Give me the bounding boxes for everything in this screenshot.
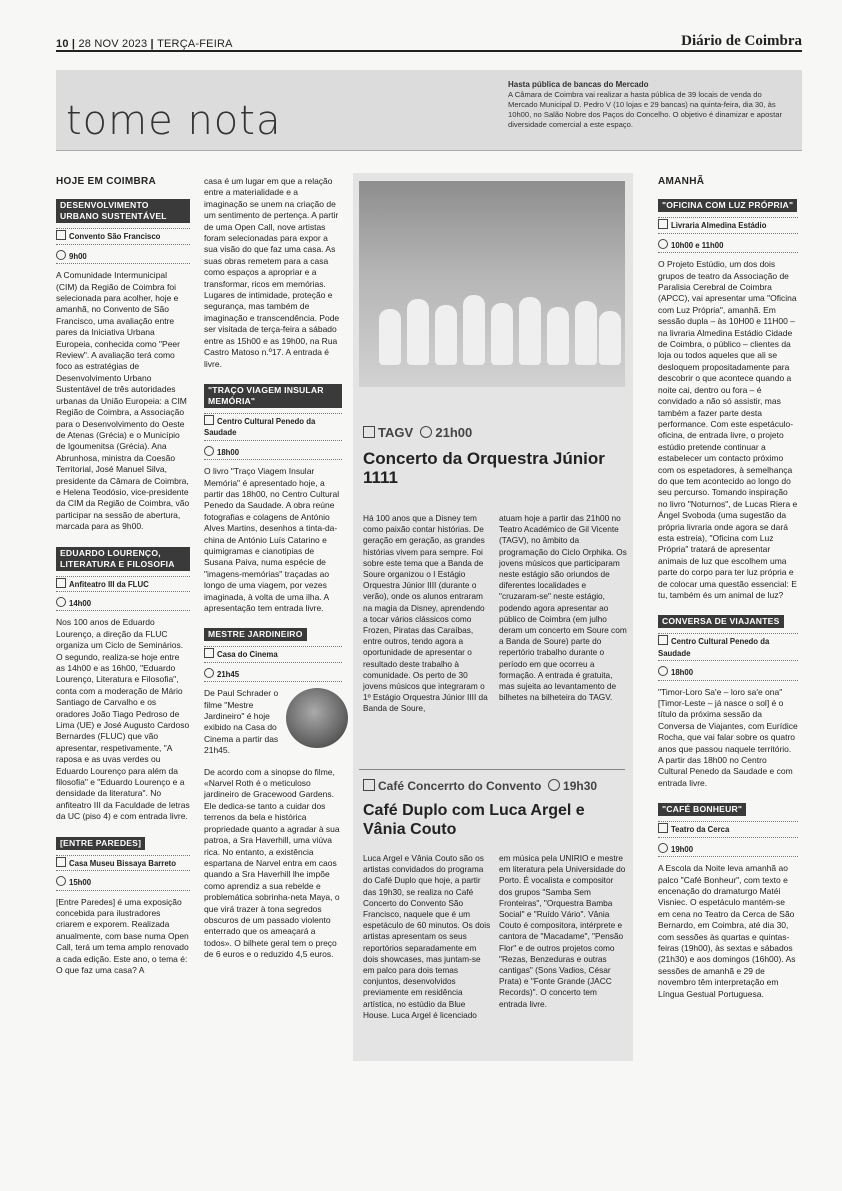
time-label: 18h00 bbox=[671, 668, 694, 678]
time-15h bbox=[56, 875, 190, 890]
tag-conversa: CONVERSA DE VIAJANTES bbox=[658, 615, 784, 628]
article-mestre-intro: De Paul Schrader o filme "Mestre Jardineiro" é hoje exibido na Casa do Cinema a partir das 21h45. bbox=[204, 688, 279, 756]
place-penedo bbox=[204, 413, 342, 441]
time-10h bbox=[658, 238, 798, 253]
article-mestre: De acordo com a sinopse do filme, «Narvel Roth é o meticuloso jardineiro de Gracewood Gardens. Ele dedica-se tanto a cuidar dos terrenos da bela e histórica propriedade quanto a agradar à sua patroa, a Sra Haverhill, uma viúva rica. No entanto, a existência espartana de Narvel entra em caos quando a Sra Haverhill lhe impõe como aprendiz a sua rebelde e problemática sobrinha-neta Maya, o que virá trazer à tona segredos obscuros de um passado violento enterrado que os ameaçará a todos». O bilhete geral tem o preço de 6 euros e o reduzido 4,5 euros. bbox=[204, 766, 340, 960]
cafe-text-b: em música pela UNIRIO e mestre em literatura pela Universidade do Porto. É vocalista e compositor dos grupos "Samba Sem Fronteiras", "Orquestra Bamba Social" e "Ruído Vário". Vânia Couto é compositora, intérprete e cantora de "Macadame", "Pensão Flor" e de outros projetos como "Rezas, Benzeduras e outras cantigas" (Sons Vadios, César Prata) e "Fonte Grande (JACC Records)". O concerto tem entrada livre. bbox=[499, 853, 626, 1009]
tag-entre-paredes: [ENTRE PAREDES] bbox=[56, 837, 145, 850]
hasta-title: Hasta pública de bancas do Mercado bbox=[508, 80, 649, 89]
location-icon bbox=[56, 230, 66, 240]
time-label: 15h00 bbox=[69, 878, 92, 888]
place-almedina bbox=[658, 217, 798, 233]
page-info: 10 | 28 NOV 2023 | TERÇA-FEIRA bbox=[56, 38, 233, 50]
article-eduardo: Nos 100 anos de Eduardo Lourenço, a direção da FLUC organiza um Ciclo de Seminários. O segundo, realiza-se hoje entre as 14h00 e as 16h00, "Eduardo Lourenço, Literatura e Filosofia", conta com a moderação de Mário Santiago de Carvalho e os oradores João Tiago Pedroso de Lima (UE) e José Augusto Cardoso Bernardes (FLUC) que vão apresentar, respetivamente, "A raposa e as uvas verdes ou Eduardo Lourenço para além da filosofia" e "Eduardo Lourenço e a densidade da literatura". No anfiteatro III da Faculdade de letras da UC (piso 4) e com entrada livre. bbox=[56, 617, 190, 822]
location-icon bbox=[204, 648, 214, 658]
left-column bbox=[56, 176, 190, 986]
tag-mestre: MESTRE JARDINEIRO bbox=[204, 628, 307, 641]
time-label: 18h00 bbox=[217, 447, 240, 457]
concert-venue: TAGV bbox=[378, 425, 414, 440]
location-icon bbox=[658, 823, 668, 833]
place-label: Centro Cultural Penedo da Saudade bbox=[658, 637, 770, 658]
concert-info bbox=[363, 425, 472, 440]
page-date: 28 NOV 2023 bbox=[78, 38, 148, 50]
concert-title: Concerto da Orquestra Júnior 1111 bbox=[363, 449, 605, 487]
clock-icon bbox=[420, 426, 432, 438]
feature-divider bbox=[359, 769, 625, 770]
time-label: 9h00 bbox=[69, 251, 87, 261]
article-cafe-bonheur: A Escola da Noite leva amanhã ao palco "Café Bonheur", com texto e encenação do dramaturgo Matéi Visniec. O espetáculo mantém-se em cena no Teatro da Cerca de São Bernardo, em Coimbra, até dia 30, com sessões às quartas e quintas-feiras (19h00), às sextas e sábados (21h30) e aos domingos (16h00). As sessões de amanhã e 29 de novembro têm interpretação em Língua Gestual Portuguesa. bbox=[658, 863, 796, 999]
time-21h45 bbox=[204, 667, 342, 682]
section-title: tome nota bbox=[66, 98, 282, 144]
clock-icon bbox=[658, 843, 668, 853]
tag-oficina: "OFICINA COM LUZ PRÓPRIA" bbox=[658, 199, 797, 212]
tag-desenvolvimento: DESENVOLVIMENTO URBANO SUSTENTÁVEL bbox=[56, 199, 190, 223]
middle-column bbox=[204, 176, 342, 971]
page-header bbox=[56, 28, 802, 52]
cafe-time: 19h30 bbox=[563, 779, 598, 793]
page-weekday: TERÇA-FEIRA bbox=[157, 38, 233, 50]
location-icon bbox=[363, 779, 375, 791]
time-label: 10h00 e 11h00 bbox=[671, 240, 724, 250]
article-desenvolvimento: A Comunidade Intermunicipal (CIM) da Região de Coimbra foi selecionada para acolher, hoje e amanhã, no Convento de São Francisco, uma avaliação entre pares da Iniciativa Urbana Europeia, conhecida como "Peer Review". A avaliação terá como foco as estratégias de Desenvolvimento Urbano Sustentável de três autoridades urbanas da União Europeia: a CIM Região de Coimbra, a Associação para o Desenvolvimento do Oeste de Atenas (Grécia) e o Município de Igoumenitsa (Grécia). Ana Abrunhosa, ministra da Coesão Territorial, José Manuel Silva, presidente da Câmara de Coimbra, e Helena Teodósio, vice-presidente da CIM da Região de Coimbra, vão participar na sessão de abertura, marcada para as 9h00. bbox=[56, 270, 190, 532]
location-icon bbox=[56, 857, 66, 867]
cafe-info bbox=[363, 779, 597, 793]
article-entre-paredes-cont: casa é um lugar em que a relação entre a materialidade e a imaginação se unem na criação de um sentimento de pertença. A partir de uma Open Call, nove artistas foram selecionadas para expor a sua visão do que faz uma casa. As suas obras remetem para a casa como espaços a apropriar e a transformar, ricos em memórias. Lugares de intimidade, proteção e segurança, mas também de imaginação e transcendência. Pode ser visitada de terça-feira a sábado entre as 15h00 e as 19h00, na Rua Castro Matoso n.º17. A entrada é livre. bbox=[204, 176, 340, 369]
right-column bbox=[658, 176, 798, 1010]
hasta-brief bbox=[508, 80, 792, 130]
time-18h-2 bbox=[658, 665, 798, 680]
clock-icon bbox=[548, 779, 560, 791]
clock-icon bbox=[56, 597, 66, 607]
place-label: Centro Cultural Penedo da Saudade bbox=[204, 416, 316, 438]
concert-time: 21h00 bbox=[435, 425, 473, 440]
tag-cafe-bonheur: "CAFÉ BONHEUR" bbox=[658, 803, 746, 816]
tag-traco: "TRAÇO VIAGEM INSULAR MEMÓRIA" bbox=[204, 384, 342, 408]
place-label: Casa do Cinema bbox=[217, 650, 278, 660]
feature-panel bbox=[353, 173, 633, 1061]
hasta-text: A Câmara de Coimbra vai realizar a hasta pública de 39 locais de venda do Mercado Municipal D. Pedro V (10 lojas e 29 bancas) na quinta-feira, dia 30, às 10h00, no Salão Nobre dos Paços do Concelho. O objetivo é dinamizar e apostar diversidade comercial a este espaço. bbox=[508, 90, 782, 129]
place-fluc bbox=[56, 576, 190, 592]
tag-eduardo: EDUARDO LOURENÇO, LITERATURA E FILOSOFIA bbox=[56, 547, 190, 571]
director-photo bbox=[286, 688, 348, 748]
time-14h bbox=[56, 596, 190, 611]
clock-icon bbox=[56, 876, 66, 886]
time-label: 21h45 bbox=[217, 669, 240, 679]
clock-icon bbox=[56, 250, 66, 260]
place-label: Livraria Almedina Estádio bbox=[671, 221, 767, 231]
place-label: Teatro da Cerca bbox=[671, 825, 730, 835]
place-penedo-2 bbox=[658, 633, 798, 661]
time-18h bbox=[204, 445, 342, 460]
clock-icon bbox=[658, 666, 668, 676]
location-icon bbox=[658, 219, 668, 229]
time-label: 19h00 bbox=[671, 844, 694, 854]
location-icon bbox=[204, 415, 214, 425]
article-conversa: "Timor-Loro Sa'e – loro sa'e ona" [Timor-Leste – já nasce o sol] é o título da próxima sessão da Conversa de Viajantes, com Eurídice Rocha, que vai falar sobre os quatro anos que passou naquele território. A partir das 18h00 no Centro Cultural Penedo da Saudade e com entrada livre. bbox=[658, 686, 798, 788]
time-label: 14h00 bbox=[69, 598, 92, 608]
page-number: 10 bbox=[56, 38, 69, 50]
time-9h bbox=[56, 249, 190, 264]
cafe-venue: Café Concerrto do Convento bbox=[378, 779, 542, 793]
article-oficina: O Projeto Estúdio, um dos dois grupos de teatro da Associação de Paralisia Cerebral de Coimbra (APCC), vai apresentar uma "Oficina com Luz Própria", amanhã. Em sessão dupla – às 10H00 e 11H00 – na livraria Almedina Estádio Cidade de Coimbra, o público – clientes da loja ou todos aqueles que ali se desloquem propositadamente para descobrir o que acontece quando a noite cai, dentro ou fora – é convidado a não só assistir, mas também a fazer parte desta performance. Com este espetáculo-oficina, de entrada livre, o projeto estúdio pretende continuar a estabelecer um contacto próximo com os espetadores, à semelhança do que tem acontecido ao longo do seu percurso. Tomando inspiração no livro "Noturnos", de Lucas Riera e Ángel Svoboda (uma sugestão da própria livraria onde agora se dará esta estreia), "Oficina com Luz Própria" tratará de apresentar animais de luz que escolhem uma parte do corpo para ter luz própria e de colocar uma questão essencial: E tu, também és um animal de luz? bbox=[658, 259, 798, 600]
location-icon bbox=[658, 635, 668, 645]
location-icon bbox=[56, 578, 66, 588]
clock-icon bbox=[658, 239, 668, 249]
article-traco: O livro "Traço Viagem Insular Memória" é apresentado hoje, a partir das 18h00, no Centro Cultural Penedo da Saudade. A obra reúne fotografias e colagens de António Alves Martins, desenhos a tinta-da-china de António Luís Catarino e quimigramas e cianotipias de Susana Paiva, numa espécie de "imagens-memórias" traçadas ao longo de uma viagem, por vezes imaginada, à volta de uma ilha. A apresentação tem entrada livre. bbox=[204, 466, 340, 613]
place-convento bbox=[56, 228, 190, 244]
section-hoje: HOJE EM COIMBRA bbox=[56, 176, 157, 187]
concert-text-a: Há 100 anos que a Disney tem como paixão contar histórias. De geração em geração, as grandes histórias vivem para sempre. Foi sobre este tema que a Banda de Soure organizou o I Estágio Orquestra Júnior IIII (durante o verão), onde os alunos entraram na magia da Disney, aprendendo a tocar vários clássicos como Frozen, Piratas das Caraíbas, entre outros, tendo agora a oportunidade de apresentar o resultado deste trabalho à comunidade. Os perto de 30 jovens músicos que integraram o 1º Estágio Orquestra Júnior IIII da Banda de Soure, bbox=[363, 513, 488, 714]
article-entre-paredes: [Entre Paredes] é uma exposição concebida para ilustradores criarem e exporem. Realizada anualmente, com base numa Open Call, terá um tema amplo renovado a cada edição. Este ano, o tema é: O que faz uma casa? A bbox=[56, 896, 189, 975]
place-label: Casa Museu Bissaya Barreto bbox=[69, 858, 177, 868]
orchestra-photo bbox=[359, 181, 625, 387]
place-cerca bbox=[658, 821, 798, 837]
section-amanha: AMANHÃ bbox=[658, 176, 705, 187]
clock-icon bbox=[204, 446, 214, 456]
location-icon bbox=[363, 426, 375, 438]
masthead: Diário de Coimbra bbox=[681, 33, 802, 49]
place-label: Convento São Francisco bbox=[69, 232, 161, 242]
cafe-text-a: Luca Argel e Vânia Couto são os artistas convidados do programa do Café Duplo que hoje, a partir das 19h30, se realiza no Café Concerto do Convento São Francisco, naquele que é um espetáculo de 60 minutos. Os dois artistas apresentam os seus reportórios separadamente em dois showcases, mas juntam-se em palco para dois temas conjuntos, desenvolvidos previamente em residência artística, no estúdio da Blue House. Luca Argel é licenciado bbox=[363, 853, 491, 1020]
place-casa-museu bbox=[56, 855, 190, 871]
tome-nota-banner bbox=[56, 70, 802, 151]
place-cinema bbox=[204, 646, 342, 662]
time-19h bbox=[658, 842, 798, 857]
cafe-title: Café Duplo com Luca Argel e Vânia Couto bbox=[363, 802, 585, 838]
concert-text-b: atuam hoje a partir das 21h00 no Teatro Académico de Gil Vicente (TAGV), no âmbito da programação do Ciclo Orphika. Os jovens músicos que participaram neste estágio são oriundos de diferentes localidades e "cruzaram-se" neste estágio, podendo agora apresentar ao público de Coimbra (em julho deram um concerto em Soure com a Banda de Soure) parte do repertório trabalho durante o período em que ocorreu a formação. A entrada é gratuita, mas sujeita ao levantamento de bilhetes na bilheteira do TAGV. bbox=[499, 513, 627, 703]
clock-icon bbox=[204, 668, 214, 678]
place-label: Anfiteatro III da FLUC bbox=[69, 579, 149, 589]
